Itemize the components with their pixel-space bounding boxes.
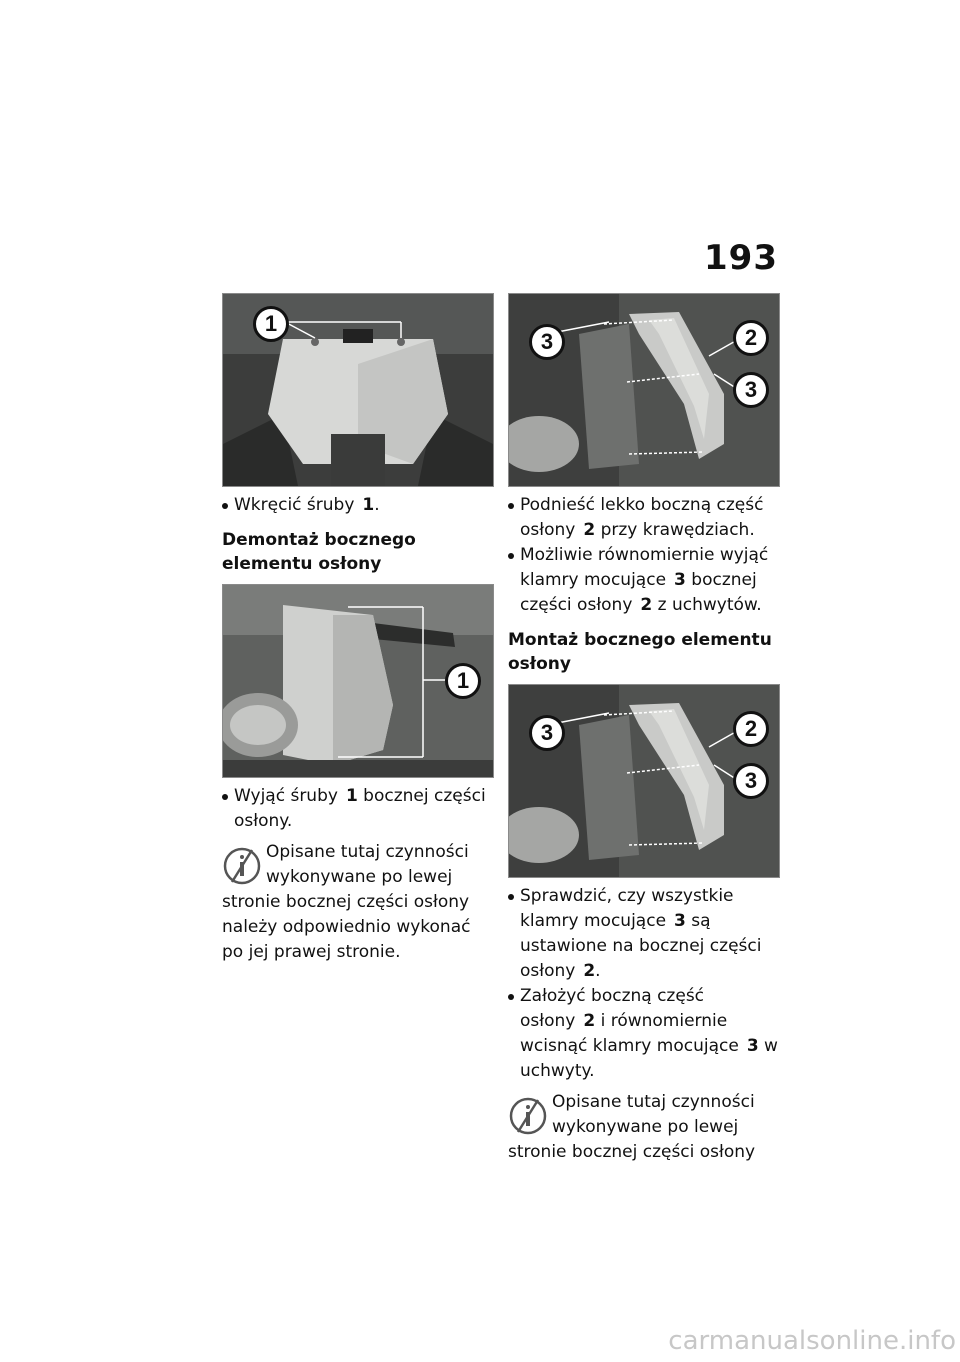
right-column [508, 293, 780, 1165]
step-list [222, 493, 494, 518]
step-item: Wyjąć śruby 1 bocznej części osłony. [222, 784, 494, 834]
left-column [222, 293, 494, 965]
info-icon [508, 1094, 548, 1138]
photo-side-cover-clips [508, 293, 780, 487]
callout-1: 1 [445, 663, 481, 699]
photo-side-cover-clips-install [508, 684, 780, 878]
note-text: Opisane tutaj czynności wykonywane po lewej stronie bocznej części osłony [508, 1092, 756, 1162]
watermark: carmanualsonline.info [668, 1326, 956, 1356]
callout-2: 2 [733, 711, 769, 747]
callout-3: 3 [733, 763, 769, 799]
step-list [508, 493, 780, 618]
callout-3: 3 [529, 324, 565, 360]
info-icon [222, 844, 262, 888]
info-note [508, 1090, 780, 1165]
note-text: Opisane tutaj czynności wykonywane po lewej stronie bocznej części osłony należy odpowiednio wykonać po jej prawej stronie. [222, 842, 471, 962]
photo-front-cover-screws [222, 293, 494, 487]
step-item: Wkręcić śruby 1. [222, 493, 494, 518]
page-number: 193 [704, 238, 778, 278]
section-heading-removal: Demontaż bocznego elementu osłony [222, 530, 416, 574]
callout-1: 1 [253, 306, 289, 342]
callout-3: 3 [733, 372, 769, 408]
callout-2: 2 [733, 320, 769, 356]
callout-3: 3 [529, 715, 565, 751]
info-note [222, 840, 494, 965]
step-list [508, 884, 780, 1084]
step-item: Możliwie równomiernie wyjąć klamry mocujące 3 bocznej części osłony 2 z uchwytów. [508, 543, 780, 618]
step-item: Sprawdzić, czy wszystkie klamry mocujące 3 są ustawione na bocznej części osłony 2. [508, 884, 780, 984]
section-heading-installation: Montaż bocznego elementu osłony [508, 630, 772, 674]
step-item: Założyć boczną część osłony 2 i równomiernie wcisnąć klamry mocujące 3 w uchwyty. [508, 984, 780, 1084]
step-item: Podnieść lekko boczną część osłony 2 przy krawędziach. [508, 493, 780, 543]
photo-side-cover-screws [222, 584, 494, 778]
step-list [222, 784, 494, 834]
